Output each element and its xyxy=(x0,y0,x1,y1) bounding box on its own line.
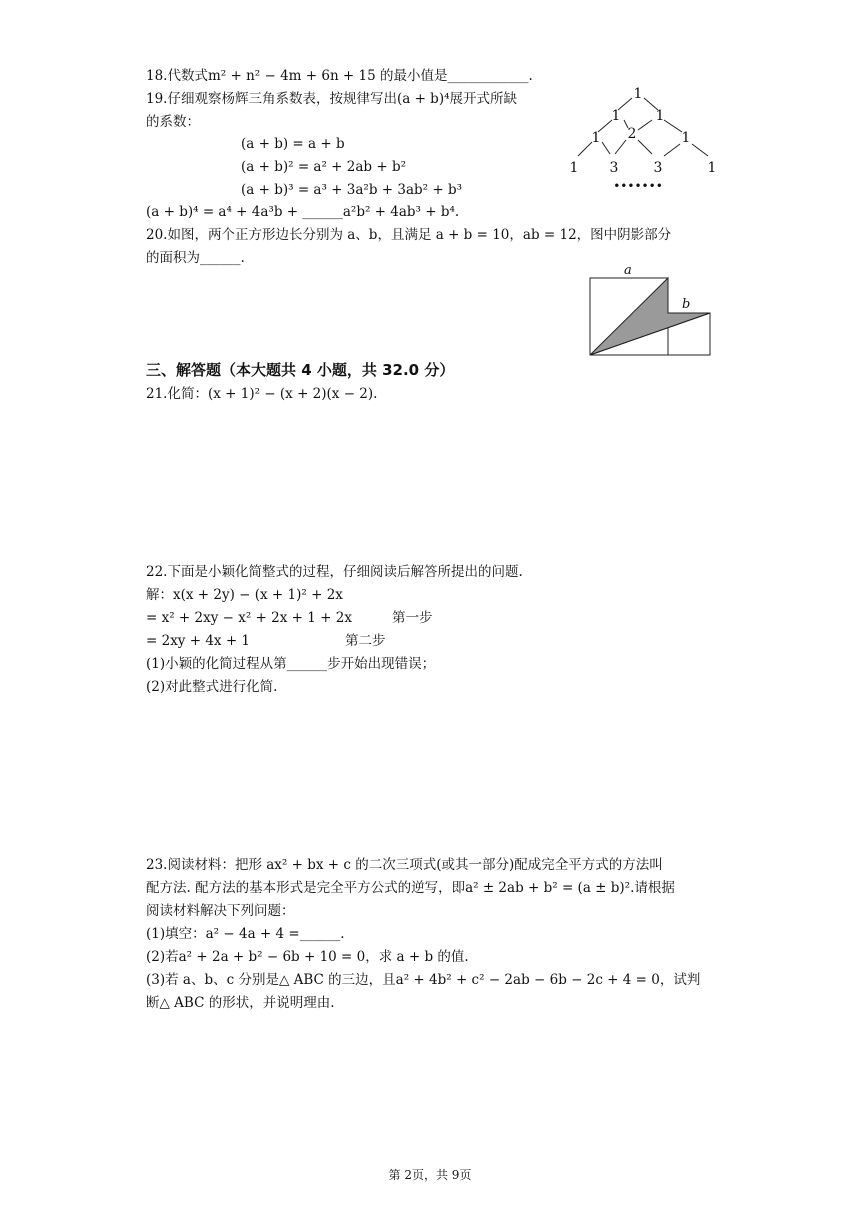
triangle-r4-0: 1 xyxy=(569,160,579,176)
q19-line1: 19.仔细观察杨辉三角系数表，按规律写出(a + b)⁴展开式所缺 xyxy=(146,91,517,107)
q22-line6: (2)对此整式进行化简. xyxy=(146,679,278,695)
q19-line2: 的系数： xyxy=(146,114,200,130)
q23-line7: 断△ ABC 的形状，并说明理由. xyxy=(146,995,335,1011)
triangle-r4-3: 1 xyxy=(707,160,717,176)
triangle-r1-0: 1 xyxy=(633,86,643,102)
label-a: a xyxy=(624,263,632,278)
triangle-r2-1: 1 xyxy=(655,108,665,124)
triangle-r3-2: 1 xyxy=(681,130,691,146)
q22-line5: (1)小颖的化简过程从第______步开始出现错误； xyxy=(146,656,436,672)
triangle-r4-1: 3 xyxy=(609,160,619,176)
q23-line4: (1)填空：a² − 4a + 4 =______. xyxy=(146,926,345,942)
q22-line1: 22.下面是小颖化简整式的过程，仔细阅读后解答所提出的问题. xyxy=(146,564,523,580)
q18-text: 18.代数式m² + n² − 4m + 6n + 15 的最小值是____________. xyxy=(146,68,533,84)
q23-line3: 阅读材料解决下列问题： xyxy=(146,903,295,919)
q23-line6: (3)若 a、b、c 分别是△ ABC 的三边，且a² + 4b² + c² − 2ab − 6b − 2c + 4 = 0，试判 xyxy=(146,972,701,988)
pascal-triangle-figure xyxy=(560,80,730,195)
q22-line3: = x² + 2xy − x² + 2x + 1 + 2x xyxy=(146,610,352,626)
triangle-r4-2: 3 xyxy=(653,160,663,176)
q22-step1: 第一步 xyxy=(392,610,433,626)
q20-line1: 20.如图，两个正方形边长分别为 a、b，且满足 a + b = 10，ab = 12，图中阴影部分 xyxy=(146,227,672,243)
triangle-r3-1: 2 xyxy=(627,126,637,142)
q23-line1: 23.阅读材料：把形 ax² + bx + c 的二次三项式(或其一部分)配成完全平方式的方法叫 xyxy=(146,857,663,873)
section-heading: 三、解答题（本大题共 4 小题，共 32.0 分） xyxy=(146,361,455,379)
page-footer: 第 2页，共 9页 xyxy=(388,1168,472,1182)
q19-eq2: (a + b)² = a² + 2ab + b² xyxy=(241,159,407,175)
q21-text: 21.化简：(x + 1)² − (x + 2)(x − 2). xyxy=(146,386,378,402)
triangle-r2-0: 1 xyxy=(611,108,621,124)
triangle-dots: ••••••• xyxy=(613,179,663,193)
q19-eq1: (a + b) = a + b xyxy=(241,136,345,152)
q22-line2: 解：x(x + 2y) − (x + 1)² + 2x xyxy=(146,587,343,603)
q19-eq3: (a + b)³ = a³ + 3a²b + 3ab² + b³ xyxy=(241,182,463,198)
q23-line2: 配方法. 配方法的基本形式是完全平方公式的逆写，即a² ± 2ab + b² = (a ± b)².请根据 xyxy=(146,880,675,896)
q22-line4: = 2xy + 4x + 1 xyxy=(146,633,251,649)
triangle-r3-0: 1 xyxy=(591,130,601,146)
label-b: b xyxy=(682,297,691,312)
squares-figure xyxy=(584,258,714,360)
q22-step2: 第二步 xyxy=(345,633,386,649)
q20-line2: 的面积为______. xyxy=(146,250,245,266)
q19-eq4: (a + b)⁴ = a⁴ + 4a³b + ______a²b² + 4ab³ + b⁴. xyxy=(146,204,460,220)
q23-line5: (2)若a² + 2a + b² − 6b + 10 = 0，求 a + b 的值. xyxy=(146,949,469,965)
